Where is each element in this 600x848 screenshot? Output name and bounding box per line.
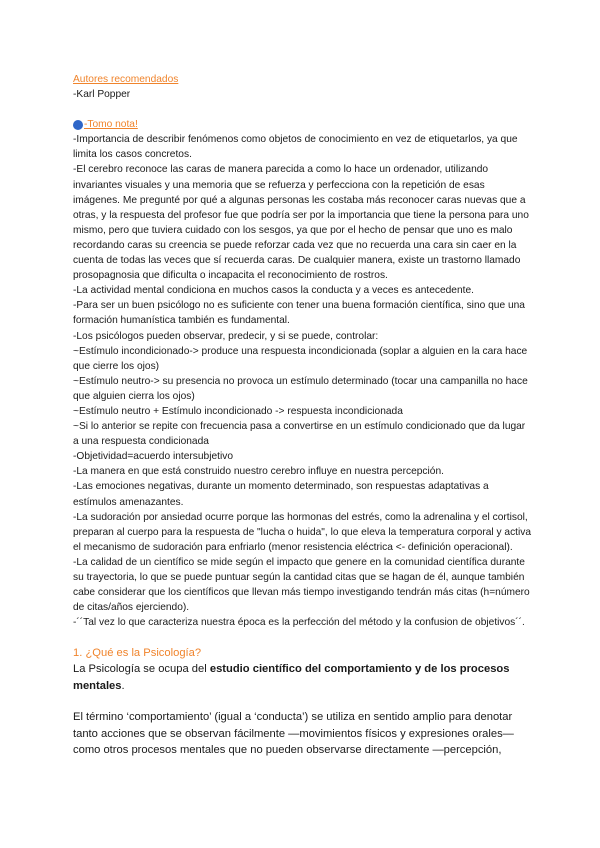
spacer [73,102,533,117]
note-item: -Las emociones negativas, durante un momento determinado, son respuestas adaptativas a estímulos amenazantes. [73,481,489,508]
note-item: -´´Tal vez lo que caracteriza nuestra época es la perfección del método y la confusion de objetivos´´. [73,617,525,629]
note-item: -Los psicólogos pueden observar, predecir, y si se puede, controlar: [73,330,379,342]
note-item: ~Estímulo incondicionado-> produce una respuesta incondicionada (soplar a alguien en la cara hace que cierre los ojos) [73,345,528,372]
recommended-author: -Karl Popper [73,89,131,101]
note-item: ~Estímulo neutro-> su presencia no provoca un estímulo determinado (tocar una campanilla no hace que alguien cierra los ojos) [73,375,528,402]
note-heading [73,117,533,132]
note-item: ~Estímulo neutro + Estímulo incondicionado -> respuesta incondicionada [73,405,403,417]
note-item: -La manera en que está construido nuestro cerebro influye en nuestra percepción. [73,466,444,478]
note-item: -La actividad mental condiciona en muchos casos la conducta y a veces es antecedente. [73,285,474,297]
spacer [73,694,533,709]
note-label[interactable]: -Tomo nota! [84,119,138,131]
note-item: ~Si lo anterior se repite con frecuencia pasa a convertirse en un estímulo condicionado que da lugar a una respuesta condicionada [73,421,526,448]
recommended-authors-heading[interactable]: Autores recomendados [73,74,179,85]
spacer [73,630,533,645]
section-paragraph: El término ‘comportamiento’ (igual a ‘conducta’) se utiliza en sentido amplio para denotar tanto acciones que se observan fácilmente —movimientos físicos y expresiones orales— como otros procesos mentales que no pueden observarse directamente —percepción, [73,711,514,757]
section-heading: 1. ¿Qué es la Psicología? [73,647,202,660]
document-content [73,72,533,759]
intro-bold: estudio científico del comportamiento y de los procesos mentales [73,663,510,692]
note-item: -Importancia de describir fenómenos como objetos de conocimiento en vez de etiquetarlos, ya que limita los casos concretos. [73,134,518,161]
intro-prefix: La Psicología se ocupa del [73,663,210,676]
section-intro [73,661,533,694]
note-item: -La calidad de un científico se mide según el impacto que genere en la comunidad científica durante su trayectoria, lo que se puede puntuar según la cantidad citas que se hagan de él, aunque también cabe considerar que los científicos que llevan más tiempo investigando tendrán más citas (h=número de citas/años ejerciendo). [73,556,530,614]
note-item: -Objetividad=acuerdo intersubjetivo [73,451,233,463]
blue-circle-icon [73,120,83,130]
notes-list [73,132,533,630]
note-item: -El cerebro reconoce las caras de manera parecida a como lo hace un ordenador, utilizando invariantes visuales y una memoria que se refuerza y perfecciona con la repetición de esas imágenes. Me pregunté por qué a algunas personas les costaba más reconocer caras nuevas que a otras, y la respuesta del profesor fue que podría ser por la importancia que tiene la persona para uno mismo, pero que tuviera cuidado con los sesgos, ya que por el hecho de pensar que uno es malo recordando caras su creencia se puede reforzar cada vez que no recuerda una cara sin caer en la cuenta de todas las veces que sí recuerda caras. De cualquier manera, existe un trastorno llamado prosopagnosia que dificulta o incapacita el reconocimiento de rostros. [73,164,529,282]
intro-suffix: . [121,679,125,692]
note-item: -La sudoración por ansiedad ocurre porque las hormonas del estrés, como la adrenalina y el cortisol, preparan al cuerpo para la respuesta de "lucha o huida", lo que eleva la temperatura corporal y activa el mecanismo de sudoración para enfriarlo (menor resistencia eléctrica <- definición operacional). [73,511,532,553]
note-item: -Para ser un buen psicólogo no es suficiente con tener una buena formación científica, sino que una formación humanística también es fundamental. [73,300,525,327]
